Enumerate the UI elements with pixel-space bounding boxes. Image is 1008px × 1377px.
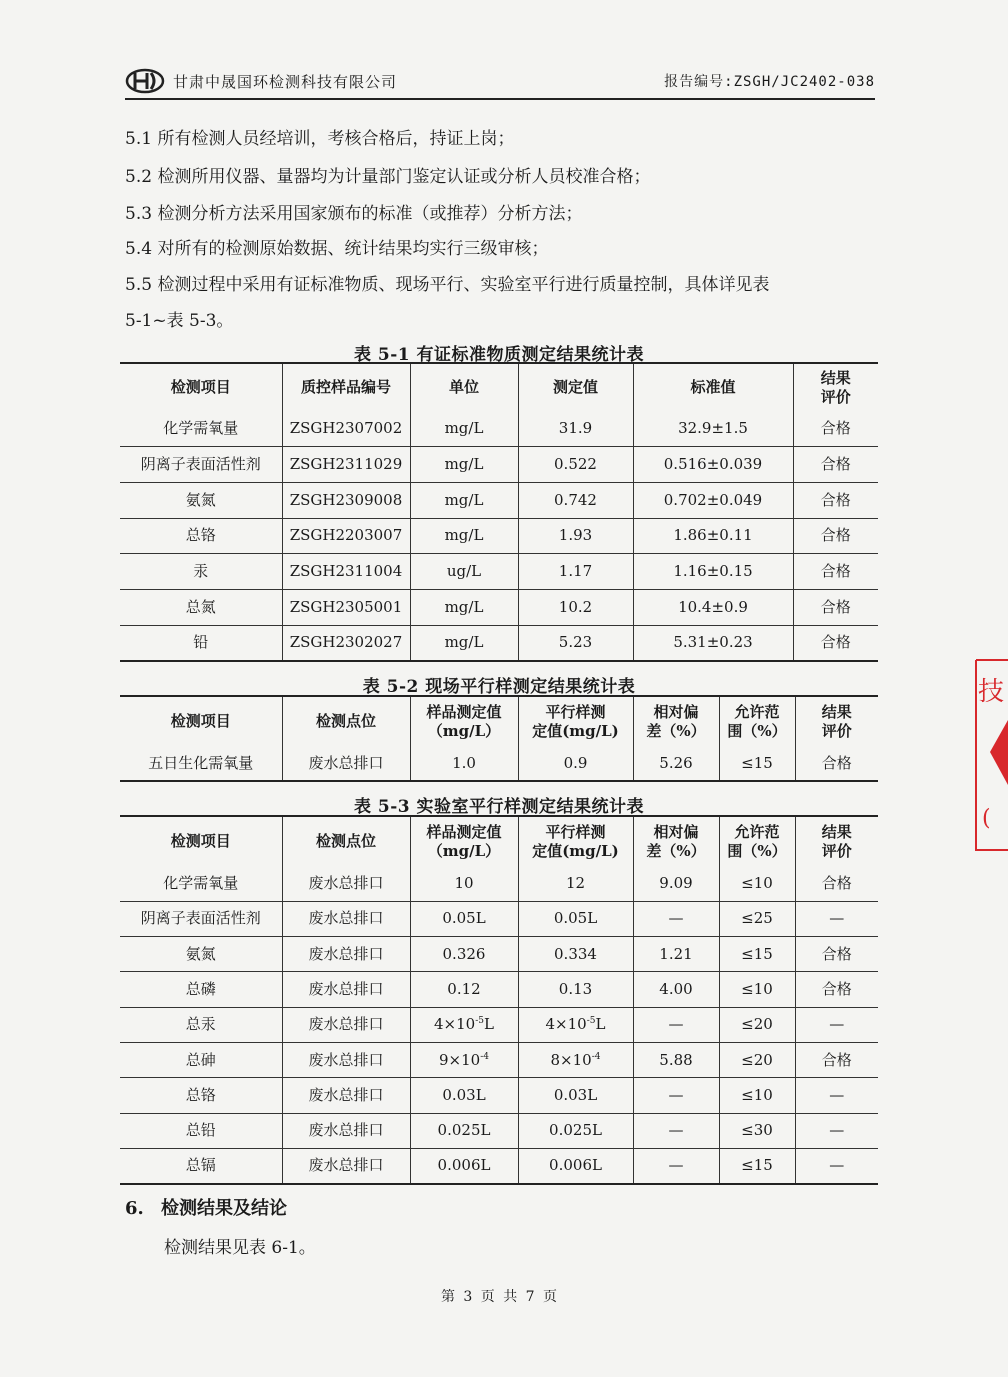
- page-footer: 第 3 页 共 7 页: [440, 1289, 560, 1305]
- table-cell: 总铅: [120, 1113, 282, 1148]
- table-cell: mg/L: [410, 625, 518, 661]
- paragraph-5-4: 5.4 对所有的检测原始数据、统计结果均实行三级审核；: [125, 239, 549, 259]
- header-line: 允许范: [734, 822, 780, 841]
- table-cell: 阴离子表面活性剂: [120, 901, 282, 936]
- table-cell: mg/L: [410, 589, 518, 625]
- paragraph-5-1: 5.1 所有检测人员经培训，考核合格后，持证上岗；: [125, 129, 515, 149]
- table-cell: ≤25: [719, 901, 795, 936]
- table-cell: 0.326: [410, 937, 518, 972]
- table-row: [120, 447, 878, 483]
- table-row: [120, 1078, 878, 1113]
- header-line: 平行样测: [545, 702, 606, 721]
- table-cell: 废水总排口: [282, 972, 410, 1007]
- table-cell: —: [795, 1007, 878, 1042]
- table-cell: 废水总排口: [282, 866, 410, 901]
- table-cell: 1.17: [518, 554, 633, 590]
- table-cell: 32.9±1.5: [633, 411, 793, 447]
- header-line: 允许范: [734, 702, 780, 721]
- exponent: -5: [586, 1016, 596, 1027]
- table-cell: 合格: [795, 972, 878, 1007]
- table-cell: 0.9: [518, 746, 633, 781]
- table-cell: 12: [518, 866, 633, 901]
- table-cell: ≤20: [719, 1007, 795, 1042]
- table-cell: ≤15: [719, 937, 795, 972]
- header-line: （mg/L）: [427, 721, 501, 740]
- table-5-2: [120, 695, 878, 782]
- table-cell: 0.516±0.039: [633, 447, 793, 483]
- company-logo-icon: [125, 68, 165, 94]
- table-cell: 五日生化需氧量: [120, 746, 282, 781]
- table-cell: 合格: [793, 589, 878, 625]
- svg-text:(: (: [982, 806, 991, 831]
- table-cell: 0.334: [518, 937, 633, 972]
- table-cell: —: [795, 1078, 878, 1113]
- table-cell: —: [795, 1148, 878, 1183]
- header-line: 围（%）: [727, 721, 787, 740]
- paragraph-5-5: 5.5 检测过程中采用有证标准物质、现场平行、实验室平行进行质量控制，具体详见表: [125, 275, 770, 295]
- table-cell: 总磷: [120, 972, 282, 1007]
- table-cell: 总氮: [120, 589, 282, 625]
- table-cell: 废水总排口: [282, 746, 410, 781]
- table-cell: ≤20: [719, 1042, 795, 1077]
- table-cell: 0.006L: [518, 1148, 633, 1183]
- table-cell: ZSGH2305001: [282, 589, 410, 625]
- table-cell: 0.025L: [410, 1113, 518, 1148]
- cell-suffix: L: [595, 1015, 606, 1034]
- paragraph-5-5-cont: 5-1~表 5-3。: [125, 311, 234, 331]
- table-cell: ZSGH2309008: [282, 482, 410, 518]
- header-line: 评价: [821, 721, 852, 740]
- header-line: 结果: [821, 822, 852, 841]
- header-line: 定值(mg/L): [532, 841, 619, 860]
- table-cell: 合格: [793, 554, 878, 590]
- header-line: 结果: [821, 702, 852, 721]
- table-cell: 汞: [120, 554, 282, 590]
- header-cell: 检测项目: [120, 363, 282, 411]
- header-cell: 检测点位: [282, 816, 410, 866]
- header-cell: [410, 696, 518, 746]
- table-cell: [410, 1007, 518, 1042]
- table-cell: —: [795, 1113, 878, 1148]
- table-cell: 总镉: [120, 1148, 282, 1183]
- table-cell: 合格: [795, 1042, 878, 1077]
- table-cell: 总铬: [120, 518, 282, 554]
- header-line: 差（%）: [646, 721, 706, 740]
- table-cell: 5.31±0.23: [633, 625, 793, 661]
- table-cell: 31.9: [518, 411, 633, 447]
- table-5-3: [120, 815, 878, 1185]
- table-cell: 废水总排口: [282, 937, 410, 972]
- header-cell: 标准值: [633, 363, 793, 411]
- table-cell: —: [633, 1078, 719, 1113]
- table-cell: 废水总排口: [282, 901, 410, 936]
- table-row: [120, 746, 878, 781]
- table-cell: 10.4±0.9: [633, 589, 793, 625]
- table-cell: ZSGH2203007: [282, 518, 410, 554]
- table-cell: 1.16±0.15: [633, 554, 793, 590]
- table-cell: 5.23: [518, 625, 633, 661]
- exponent: -5: [475, 1016, 484, 1027]
- table-cell: 9.09: [633, 866, 719, 901]
- table-cell: 5.88: [633, 1042, 719, 1077]
- header-line: 差（%）: [646, 841, 706, 860]
- header-cell: 检测项目: [120, 816, 282, 866]
- exponent: -4: [480, 1051, 489, 1062]
- table-header-row: [120, 363, 878, 411]
- header-cell: [633, 696, 719, 746]
- table-cell: 合格: [793, 482, 878, 518]
- header-cell: [793, 363, 878, 411]
- table-cell: 0.025L: [518, 1113, 633, 1148]
- table-cell: 废水总排口: [282, 1078, 410, 1113]
- table-row: [120, 937, 878, 972]
- table-cell: 0.13: [518, 972, 633, 1007]
- table-cell: 1.0: [410, 746, 518, 781]
- table-cell: 0.12: [410, 972, 518, 1007]
- table-cell: —: [633, 901, 719, 936]
- header-cell: 测定值: [518, 363, 633, 411]
- header-line: 定值(mg/L): [532, 721, 619, 740]
- header-line: 相对偏: [653, 822, 699, 841]
- table-cell: 总汞: [120, 1007, 282, 1042]
- table-5-1: [120, 362, 878, 662]
- table-cell: 0.006L: [410, 1148, 518, 1183]
- table-cell: 总铬: [120, 1078, 282, 1113]
- table-cell: 合格: [795, 866, 878, 901]
- table-5-2-title: 表 5-2 现场平行样测定结果统计表: [362, 677, 636, 697]
- table-cell: mg/L: [410, 411, 518, 447]
- table-cell: 5.26: [633, 746, 719, 781]
- table-cell: mg/L: [410, 482, 518, 518]
- table-cell: 0.702±0.049: [633, 482, 793, 518]
- table-row: [120, 1113, 878, 1148]
- header-cell: 检测点位: [282, 696, 410, 746]
- header-line: 相对偏: [653, 702, 699, 721]
- header-cell: [410, 816, 518, 866]
- table-cell: ≤10: [719, 972, 795, 1007]
- table-5-3-title: 表 5-3 实验室平行样测定结果统计表: [353, 797, 645, 817]
- table-row: [120, 625, 878, 661]
- table-header-row: [120, 696, 878, 746]
- table-cell: 合格: [795, 937, 878, 972]
- cell-value: 9×10: [439, 1050, 481, 1069]
- table-cell: 1.86±0.11: [633, 518, 793, 554]
- header-line: 围（%）: [727, 841, 787, 860]
- table-row: [120, 901, 878, 936]
- table-cell: 废水总排口: [282, 1007, 410, 1042]
- table-cell: 0.742: [518, 482, 633, 518]
- section-6-body: 检测结果见表 6-1。: [164, 1238, 316, 1258]
- table-cell: 铅: [120, 625, 282, 661]
- table-5-1-title: 表 5-1 有证标准物质测定结果统计表: [353, 345, 645, 365]
- table-cell: 合格: [793, 411, 878, 447]
- cell-value: 4×10: [545, 1015, 587, 1034]
- table-row: [120, 554, 878, 590]
- table-row: [120, 1042, 878, 1077]
- company-name: 甘肃中晟国环检测科技有限公司: [173, 72, 398, 91]
- table-cell: 0.522: [518, 447, 633, 483]
- header-line: 样品测定值: [426, 702, 502, 721]
- table-cell: ≤10: [719, 866, 795, 901]
- table-row: [120, 1007, 878, 1042]
- table-cell: 0.05L: [518, 901, 633, 936]
- header-cell: 质控样品编号: [282, 363, 410, 411]
- table-cell: ≤10: [719, 1078, 795, 1113]
- table-cell: 合格: [795, 746, 878, 781]
- table-cell: 1.21: [633, 937, 719, 972]
- table-cell: 合格: [793, 447, 878, 483]
- header-cell: 检测项目: [120, 696, 282, 746]
- cell-suffix: L: [484, 1015, 494, 1034]
- header-line: 结果: [820, 368, 851, 387]
- table-row: [120, 589, 878, 625]
- red-stamp-icon: [968, 660, 1008, 855]
- table-cell: 合格: [793, 625, 878, 661]
- table-cell: ZSGH2311029: [282, 447, 410, 483]
- table-cell: —: [795, 901, 878, 936]
- header-line: 评价: [820, 387, 851, 406]
- table-cell: 阴离子表面活性剂: [120, 447, 282, 483]
- exponent: -4: [591, 1051, 601, 1062]
- section-title: 检测结果及结论: [161, 1198, 287, 1219]
- cell-value: 8×10: [550, 1050, 592, 1069]
- table-row: [120, 482, 878, 518]
- table-header-row: [120, 816, 878, 866]
- table-cell: [518, 1042, 633, 1077]
- header-line: 样品测定值: [426, 822, 502, 841]
- table-cell: 氨氮: [120, 937, 282, 972]
- table-cell: 废水总排口: [282, 1148, 410, 1183]
- header-line: （mg/L）: [427, 841, 501, 860]
- table-cell: —: [633, 1007, 719, 1042]
- header-cell: [518, 816, 633, 866]
- table-cell: [410, 1042, 518, 1077]
- table-cell: ZSGH2302027: [282, 625, 410, 661]
- table-cell: 总砷: [120, 1042, 282, 1077]
- table-row: [120, 866, 878, 901]
- table-cell: ZSGH2307002: [282, 411, 410, 447]
- table-cell: ZSGH2311004: [282, 554, 410, 590]
- paragraph-5-3: 5.3 检测分析方法采用国家颁布的标准（或推荐）分析方法；: [125, 204, 583, 224]
- table-cell: ≤15: [719, 746, 795, 781]
- table-cell: 化学需氧量: [120, 866, 282, 901]
- table-cell: [518, 1007, 633, 1042]
- table-cell: 10: [410, 866, 518, 901]
- table-cell: 10.2: [518, 589, 633, 625]
- section-6-heading: [125, 1194, 287, 1220]
- table-cell: 氨氮: [120, 482, 282, 518]
- table-row: [120, 518, 878, 554]
- table-cell: mg/L: [410, 518, 518, 554]
- table-cell: mg/L: [410, 447, 518, 483]
- table-cell: —: [633, 1113, 719, 1148]
- table-cell: 0.03L: [410, 1078, 518, 1113]
- table-cell: ≤30: [719, 1113, 795, 1148]
- table-cell: 合格: [793, 518, 878, 554]
- svg-text:技: 技: [978, 677, 1005, 707]
- header-cell: [795, 696, 878, 746]
- table-cell: 废水总排口: [282, 1042, 410, 1077]
- header-cell: 单位: [410, 363, 518, 411]
- section-number: 6.: [125, 1198, 144, 1219]
- header-cell: [719, 696, 795, 746]
- header-cell: [633, 816, 719, 866]
- page-header: [125, 64, 875, 100]
- table-cell: —: [633, 1148, 719, 1183]
- report-number: 报告编号:ZSGH/JC2402-038: [664, 74, 875, 90]
- table-cell: 1.93: [518, 518, 633, 554]
- header-cell: [795, 816, 878, 866]
- cell-value: 4×10: [434, 1015, 476, 1034]
- table-row: [120, 1148, 878, 1183]
- table-row: [120, 411, 878, 447]
- table-cell: 废水总排口: [282, 1113, 410, 1148]
- header-cell: [518, 696, 633, 746]
- table-cell: 4.00: [633, 972, 719, 1007]
- table-cell: 0.03L: [518, 1078, 633, 1113]
- table-cell: 0.05L: [410, 901, 518, 936]
- table-cell: 化学需氧量: [120, 411, 282, 447]
- table-row: [120, 972, 878, 1007]
- paragraph-5-2: 5.2 检测所用仪器、量器均为计量部门鉴定认证或分析人员校准合格；: [125, 167, 651, 187]
- header-cell: [719, 816, 795, 866]
- table-cell: ≤15: [719, 1148, 795, 1183]
- header-line: 平行样测: [545, 822, 606, 841]
- table-cell: ug/L: [410, 554, 518, 590]
- header-line: 评价: [821, 841, 852, 860]
